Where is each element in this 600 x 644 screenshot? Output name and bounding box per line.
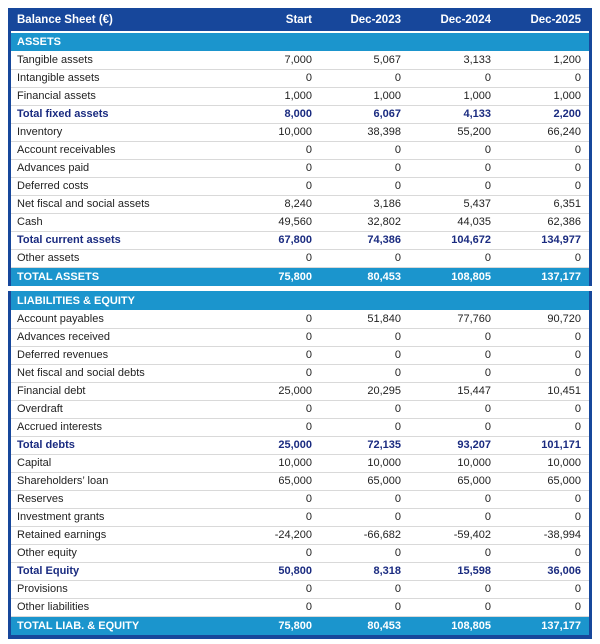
cell-value: 8,318 xyxy=(320,562,409,580)
total-label: TOTAL ASSETS xyxy=(11,267,231,286)
cell-value: 0 xyxy=(409,400,499,418)
table-row xyxy=(11,231,589,249)
total-value: 75,800 xyxy=(231,616,320,635)
row-label: Deferred revenues xyxy=(11,346,231,364)
table-row xyxy=(11,328,589,346)
row-label: Other equity xyxy=(11,544,231,562)
cell-value: 10,000 xyxy=(231,454,320,472)
cell-value: 1,000 xyxy=(409,87,499,105)
cell-value: 6,351 xyxy=(499,195,589,213)
total-label: TOTAL LIAB. & EQUITY xyxy=(11,616,231,635)
cell-value: 0 xyxy=(231,328,320,346)
total-value: 137,177 xyxy=(499,616,589,635)
total-value: 137,177 xyxy=(499,267,589,286)
table-row xyxy=(11,159,589,177)
cell-value: 74,386 xyxy=(320,231,409,249)
table-row xyxy=(11,562,589,580)
row-label: Investment grants xyxy=(11,508,231,526)
cell-value: 0 xyxy=(409,418,499,436)
cell-value: 0 xyxy=(231,159,320,177)
table-row xyxy=(11,436,589,454)
cell-value: 134,977 xyxy=(499,231,589,249)
col-header-dec-2024: Dec-2024 xyxy=(409,8,499,32)
cell-value: 62,386 xyxy=(499,213,589,231)
cell-value: 0 xyxy=(231,544,320,562)
cell-value: 101,171 xyxy=(499,436,589,454)
cell-value: 51,840 xyxy=(320,310,409,328)
row-label: Net fiscal and social assets xyxy=(11,195,231,213)
cell-value: 7,000 xyxy=(231,51,320,69)
table-row xyxy=(11,249,589,267)
cell-value: 65,000 xyxy=(320,472,409,490)
cell-value: 1,000 xyxy=(231,87,320,105)
row-label: Financial debt xyxy=(11,382,231,400)
cell-value: 0 xyxy=(231,69,320,87)
cell-value: 0 xyxy=(499,249,589,267)
cell-value: 0 xyxy=(499,364,589,382)
cell-value: 0 xyxy=(409,159,499,177)
cell-value: -24,200 xyxy=(231,526,320,544)
cell-value: 0 xyxy=(409,249,499,267)
table-row xyxy=(11,526,589,544)
row-label: Account payables xyxy=(11,310,231,328)
cell-value: -38,994 xyxy=(499,526,589,544)
balance-sheet-table xyxy=(11,8,589,286)
cell-value: 104,672 xyxy=(409,231,499,249)
cell-value: 44,035 xyxy=(409,213,499,231)
cell-value: 0 xyxy=(499,141,589,159)
cell-value: 0 xyxy=(409,177,499,195)
row-label: Inventory xyxy=(11,123,231,141)
cell-value: 32,802 xyxy=(320,213,409,231)
table-row xyxy=(11,213,589,231)
row-label: Deferred costs xyxy=(11,177,231,195)
row-label: Account receivables xyxy=(11,141,231,159)
assets-block xyxy=(8,8,592,286)
liabilities-block xyxy=(8,291,592,639)
cell-value: 0 xyxy=(409,69,499,87)
cell-value: 4,133 xyxy=(409,105,499,123)
cell-value: 3,133 xyxy=(409,51,499,69)
cell-value: 0 xyxy=(320,159,409,177)
cell-value: 0 xyxy=(409,508,499,526)
total-value: 108,805 xyxy=(409,267,499,286)
cell-value: 0 xyxy=(499,598,589,616)
row-label: Total Equity xyxy=(11,562,231,580)
row-label: Capital xyxy=(11,454,231,472)
cell-value: 10,000 xyxy=(499,454,589,472)
cell-value: 0 xyxy=(320,598,409,616)
cell-value: 0 xyxy=(231,364,320,382)
cell-value: 0 xyxy=(499,177,589,195)
cell-value: 0 xyxy=(231,141,320,159)
cell-value: 8,240 xyxy=(231,195,320,213)
cell-value: 0 xyxy=(231,400,320,418)
cell-value: 55,200 xyxy=(409,123,499,141)
table-row xyxy=(11,544,589,562)
row-label: Provisions xyxy=(11,580,231,598)
cell-value: 10,000 xyxy=(320,454,409,472)
cell-value: 0 xyxy=(409,580,499,598)
cell-value: 0 xyxy=(499,159,589,177)
table-row xyxy=(11,51,589,69)
cell-value: 0 xyxy=(231,249,320,267)
table-row xyxy=(11,382,589,400)
row-label: Accrued interests xyxy=(11,418,231,436)
cell-value: 65,000 xyxy=(499,472,589,490)
table-row xyxy=(11,195,589,213)
table-row xyxy=(11,69,589,87)
cell-value: 5,067 xyxy=(320,51,409,69)
total-value: 75,800 xyxy=(231,267,320,286)
cell-value: 0 xyxy=(409,346,499,364)
table-row xyxy=(11,346,589,364)
cell-value: 0 xyxy=(231,580,320,598)
row-label: Advances received xyxy=(11,328,231,346)
cell-value: 0 xyxy=(231,598,320,616)
cell-value: 0 xyxy=(320,177,409,195)
cell-value: 38,398 xyxy=(320,123,409,141)
cell-value: 0 xyxy=(499,418,589,436)
cell-value: 2,200 xyxy=(499,105,589,123)
cell-value: -66,682 xyxy=(320,526,409,544)
table-row xyxy=(11,177,589,195)
row-label: Shareholders’ loan xyxy=(11,472,231,490)
cell-value: 0 xyxy=(320,364,409,382)
cell-value: 49,560 xyxy=(231,213,320,231)
table-row xyxy=(11,310,589,328)
cell-value: 0 xyxy=(499,544,589,562)
cell-value: 90,720 xyxy=(499,310,589,328)
row-label: Other assets xyxy=(11,249,231,267)
table-row xyxy=(11,580,589,598)
cell-value: 0 xyxy=(320,328,409,346)
cell-value: 0 xyxy=(320,141,409,159)
cell-value: 0 xyxy=(320,418,409,436)
table-row xyxy=(11,141,589,159)
cell-value: 1,000 xyxy=(499,87,589,105)
cell-value: 36,006 xyxy=(499,562,589,580)
table-row xyxy=(11,490,589,508)
section-header-label: LIABILITIES & EQUITY xyxy=(11,291,589,310)
cell-value: 0 xyxy=(409,141,499,159)
section-header-row xyxy=(11,291,589,310)
cell-value: 77,760 xyxy=(409,310,499,328)
cell-value: 0 xyxy=(409,364,499,382)
cell-value: 0 xyxy=(320,249,409,267)
cell-value: 25,000 xyxy=(231,382,320,400)
row-label: Other liabilities xyxy=(11,598,231,616)
cell-value: 0 xyxy=(409,490,499,508)
table-row xyxy=(11,87,589,105)
table-row xyxy=(11,472,589,490)
cell-value: 0 xyxy=(499,69,589,87)
cell-value: 0 xyxy=(320,508,409,526)
cell-value: 0 xyxy=(409,544,499,562)
cell-value: 10,000 xyxy=(231,123,320,141)
row-label: Advances paid xyxy=(11,159,231,177)
table-row xyxy=(11,418,589,436)
cell-value: 8,000 xyxy=(231,105,320,123)
cell-value: 5,437 xyxy=(409,195,499,213)
cell-value: 0 xyxy=(409,328,499,346)
cell-value: 0 xyxy=(499,580,589,598)
table-row xyxy=(11,105,589,123)
section-header-label: ASSETS xyxy=(11,32,589,51)
row-label: Total fixed assets xyxy=(11,105,231,123)
row-label: Total current assets xyxy=(11,231,231,249)
col-header-dec-2023: Dec-2023 xyxy=(320,8,409,32)
total-value: 80,453 xyxy=(320,616,409,635)
table-title: Balance Sheet (€) xyxy=(11,8,231,32)
cell-value: 93,207 xyxy=(409,436,499,454)
cell-value: 0 xyxy=(499,508,589,526)
cell-value: 6,067 xyxy=(320,105,409,123)
total-row xyxy=(11,616,589,635)
liabilities-table xyxy=(11,291,589,635)
cell-value: -59,402 xyxy=(409,526,499,544)
col-header-start: Start xyxy=(231,8,320,32)
section-header-row xyxy=(11,32,589,51)
cell-value: 0 xyxy=(409,598,499,616)
cell-value: 0 xyxy=(499,400,589,418)
cell-value: 25,000 xyxy=(231,436,320,454)
cell-value: 3,186 xyxy=(320,195,409,213)
cell-value: 20,295 xyxy=(320,382,409,400)
cell-value: 72,135 xyxy=(320,436,409,454)
cell-value: 15,447 xyxy=(409,382,499,400)
row-label: Retained earnings xyxy=(11,526,231,544)
cell-value: 15,598 xyxy=(409,562,499,580)
cell-value: 0 xyxy=(231,490,320,508)
cell-value: 10,000 xyxy=(409,454,499,472)
row-label: Cash xyxy=(11,213,231,231)
row-label: Intangible assets xyxy=(11,69,231,87)
cell-value: 0 xyxy=(499,490,589,508)
cell-value: 0 xyxy=(231,508,320,526)
cell-value: 66,240 xyxy=(499,123,589,141)
row-label: Net fiscal and social debts xyxy=(11,364,231,382)
cell-value: 1,000 xyxy=(320,87,409,105)
total-value: 108,805 xyxy=(409,616,499,635)
row-label: Total debts xyxy=(11,436,231,454)
total-value: 80,453 xyxy=(320,267,409,286)
table-row xyxy=(11,598,589,616)
cell-value: 0 xyxy=(320,400,409,418)
cell-value: 50,800 xyxy=(231,562,320,580)
row-label: Tangible assets xyxy=(11,51,231,69)
cell-value: 10,451 xyxy=(499,382,589,400)
row-label: Financial assets xyxy=(11,87,231,105)
row-label: Reserves xyxy=(11,490,231,508)
cell-value: 0 xyxy=(320,490,409,508)
cell-value: 67,800 xyxy=(231,231,320,249)
cell-value: 65,000 xyxy=(409,472,499,490)
table-row xyxy=(11,400,589,418)
total-row xyxy=(11,267,589,286)
cell-value: 0 xyxy=(231,177,320,195)
cell-value: 0 xyxy=(231,346,320,364)
row-label: Overdraft xyxy=(11,400,231,418)
cell-value: 0 xyxy=(320,346,409,364)
cell-value: 65,000 xyxy=(231,472,320,490)
cell-value: 0 xyxy=(320,69,409,87)
table-row xyxy=(11,454,589,472)
col-header-dec-2025: Dec-2025 xyxy=(499,8,589,32)
cell-value: 0 xyxy=(320,580,409,598)
cell-value: 0 xyxy=(231,310,320,328)
table-row xyxy=(11,123,589,141)
table-row xyxy=(11,508,589,526)
table-row xyxy=(11,364,589,382)
cell-value: 0 xyxy=(320,544,409,562)
table-header-row xyxy=(11,8,589,32)
cell-value: 0 xyxy=(499,346,589,364)
cell-value: 0 xyxy=(499,328,589,346)
cell-value: 1,200 xyxy=(499,51,589,69)
cell-value: 0 xyxy=(231,418,320,436)
